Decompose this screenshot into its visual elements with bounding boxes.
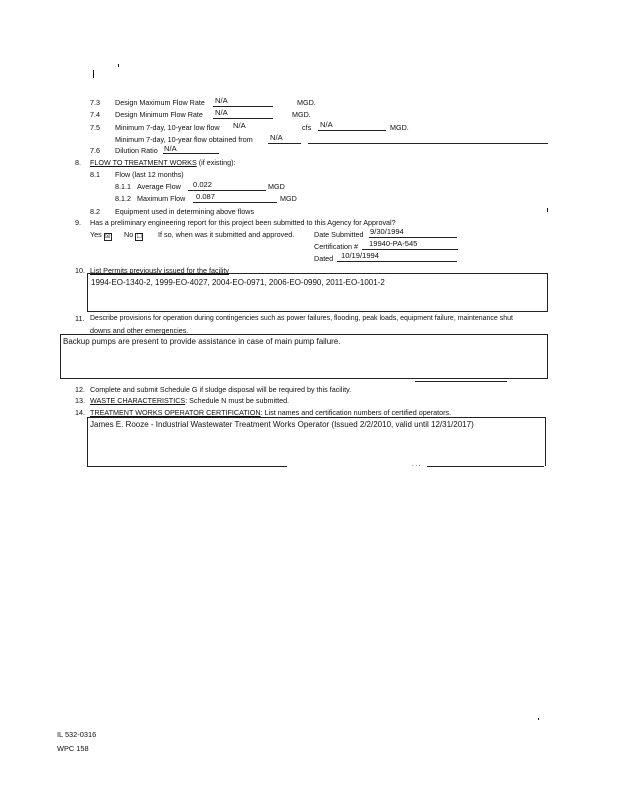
dilution-ratio-label: Dilution Ratio	[115, 146, 158, 155]
permits-value: 1994-EO-1340-2, 1999-EO-4027, 2004-EO-0971, 2006-EO-0990, 2011-EO-1001-2	[91, 278, 385, 287]
maximum-flow-value[interactable]: 0.087	[196, 192, 216, 201]
item-num: 10.	[75, 266, 85, 275]
item-num: 8.1.2	[115, 194, 131, 203]
flow-section-title-text: FLOW TO TREATMENT WORKS	[90, 158, 197, 167]
no-option[interactable]	[124, 231, 143, 241]
low-flow-source-field-line	[268, 143, 301, 144]
low-flow-label: Minimum 7-day, 10-year low flow	[115, 123, 220, 132]
average-flow-field-line	[188, 190, 266, 191]
design-max-flow-value[interactable]: N/A	[215, 96, 228, 105]
scan-dots: . . .	[412, 462, 421, 468]
low-flow-source-extra-line	[308, 143, 548, 144]
design-max-flow-field-line	[213, 106, 273, 107]
low-flow-mgd-field-line	[318, 130, 386, 131]
item-num: 14.	[75, 408, 85, 417]
item-num: 7.5	[90, 123, 100, 132]
wpc-number: WPC 158	[57, 744, 89, 753]
date-submitted-value[interactable]: 9/30/1994	[370, 227, 404, 236]
certification-field-line	[362, 249, 458, 250]
dated-label: Dated	[314, 254, 334, 263]
design-max-flow-label: Design Maximum Flow Rate	[115, 98, 205, 107]
design-min-flow-field-line	[213, 118, 273, 119]
contingencies-label-line1: Describe provisions for operation during contingencies such as power failures, flooding, peak loads, equipment failure, maintenance shut	[90, 315, 513, 322]
low-flow-value[interactable]: N/A	[233, 121, 246, 130]
certification-value[interactable]: 19940-PA-545	[369, 239, 418, 248]
item-num: 13.	[75, 396, 85, 405]
flow-last-12-label: Flow (last 12 months)	[115, 170, 184, 179]
dilution-ratio-field-line	[163, 153, 219, 154]
operator-certification-title: TREATMENT WORKS OPERATOR CERTIFICATION	[90, 408, 261, 417]
average-flow-label: Average Flow	[137, 182, 181, 191]
waste-characteristics	[90, 397, 289, 404]
scan-mark	[93, 70, 94, 78]
low-flow-mgd-value[interactable]: N/A	[320, 120, 333, 129]
schedule-g-label: Complete and submit Schedule G if sludge disposal will be required by this facility.	[90, 385, 352, 394]
design-max-flow-unit: MGD.	[297, 98, 316, 107]
item-num: 8.	[75, 158, 81, 167]
low-flow-mgd-unit: MGD.	[390, 123, 409, 132]
maximum-flow-label: Maximum Flow	[137, 194, 186, 203]
waste-characteristics-text: : Schedule N must be submitted.	[185, 396, 290, 405]
dated-value[interactable]: 10/19/1994	[341, 251, 380, 260]
design-min-flow-unit: MGD.	[292, 110, 311, 119]
low-flow-cfs-label: cfs	[302, 123, 312, 132]
item-num: 12.	[75, 385, 85, 394]
yes-option[interactable]	[90, 231, 112, 241]
certification-label: Certification #	[314, 242, 358, 251]
dilution-ratio-value[interactable]: N/A	[164, 144, 177, 153]
permits-label: List Permits previously issued for the facility	[90, 266, 230, 275]
no-checkbox[interactable]: ☐	[136, 234, 142, 240]
item-num: 8.1.1	[115, 182, 131, 191]
average-flow-value[interactable]: 0.022	[193, 180, 213, 189]
dated-field-line	[337, 261, 457, 262]
waste-characteristics-title: WASTE CHARACTERISTICS	[90, 396, 186, 405]
low-flow-source-value[interactable]: N/A	[270, 133, 283, 142]
operator-box-bottom-right	[427, 466, 544, 467]
form-number: IL 532-0316	[57, 730, 97, 739]
flow-section-title-suffix: (if existing):	[196, 158, 236, 167]
scan-mark	[538, 718, 539, 720]
preliminary-report-question: Has a preliminary engineering report for this project been submitted to this Agency for Approval?	[90, 218, 396, 227]
scan-mark	[547, 208, 548, 212]
date-submitted-label: Date Submitted	[314, 230, 364, 239]
item-num: 7.3	[90, 98, 100, 107]
maximum-flow-field-line	[193, 202, 277, 203]
operator-certification-text: : List names and certification numbers of certified operators.	[260, 408, 452, 417]
item-num: 7.4	[90, 110, 100, 119]
design-min-flow-label: Design Minimum Flow Rate	[115, 110, 203, 119]
yes-checkbox[interactable]: ☒	[105, 234, 111, 240]
contingencies-value: Backup pumps are present to provide assistance in case of main pump failure.	[63, 337, 341, 346]
contingencies-label-line2: downs and other emergencies.	[90, 326, 189, 335]
date-submitted-field-line	[369, 237, 457, 238]
scan-mark	[118, 64, 119, 67]
schedule-g-mark-line	[415, 381, 507, 382]
item-num: 8.1	[90, 170, 100, 179]
equipment-label: Equipment used in determining above flows	[115, 207, 255, 216]
average-flow-unit: MGD	[268, 182, 285, 191]
no-label: No	[124, 230, 134, 239]
flow-section-title	[90, 159, 236, 166]
item-num: 7.6	[90, 146, 100, 155]
operator-value: James E. Rooze - Industrial Wastewater Treatment Works Operator (Issued 2/2/2010, valid until 12/31/2017)	[90, 420, 474, 429]
item-num: 8.2	[90, 207, 100, 216]
operator-certification	[90, 409, 451, 416]
operator-box-bottom-left	[87, 466, 287, 467]
yes-label: Yes	[90, 230, 102, 239]
low-flow-source-label: Minimum 7-day, 10-year flow obtained from	[115, 135, 253, 144]
maximum-flow-unit: MGD	[280, 194, 297, 203]
design-min-flow-value[interactable]: N/A	[215, 108, 228, 117]
item-num: 11.	[75, 314, 85, 323]
item-num: 9.	[75, 218, 81, 227]
submission-followup: If so, when was it submitted and approved.	[158, 230, 295, 239]
